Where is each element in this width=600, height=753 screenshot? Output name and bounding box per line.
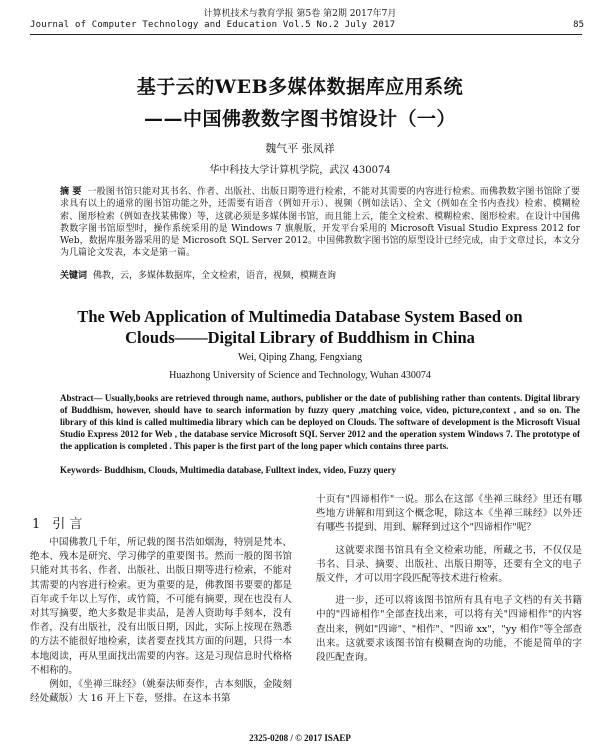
right-column	[316, 493, 582, 665]
title-cn-line2: ——中国佛教数字图书馆设计（一）	[143, 108, 456, 130]
abstract-cn-text: 一般图书馆只能对其书名、作者、出版社、出版日期等进行检索，不能对其需要的内容进行检索。而佛教数字图书馆除了要求具有以上的通常的图书馆功能之外，还需要有语音（例如开示）、视频（例如法话）、全文（例如在全书内查找）检索、模糊检索、图形检索（例如查找某佛像）等，这就必须是多媒体图书馆，而且能上云，能全文检索、模糊检索、图形检索。在设计中国佛教数字图书馆原型时，操作系统采用的是 Windows 7 旗舰版，开发平台采用的 Microsoft Visual Studio Express 2012 for Web，数据库服务器采用的是 Microsoft SQL Server 2012。中国佛教数字图书馆的原型设计已经完成，由于文章过长，本文分为几篇论文发表，本文是第一篇。	[60, 187, 580, 259]
abstract-en-text: Usually,books are retrieved through name, authors, publisher or the date of publishing rather than contents. Digital library of Buddhism, however, should have to search information by fuzzy query ,matching voice, video, picture,context , and so on. The library of this kind is called multimedia library which can be deployed on Clouds. The software of development is the Microsoft Visual Studio Express 2012 for Web , the database service Microsoft SQL Server 2012 and the operation system Windows 7. The prototype of the application is completed . This paper is the first part of the long paper which contains three parts.	[60, 393, 581, 451]
abstract-cn	[60, 186, 580, 260]
abstract-en-label: Abstract—	[60, 393, 103, 403]
keywords-cn	[60, 268, 580, 281]
title-en-line1: The Web Application of Multimedia Database System Based on	[77, 307, 523, 326]
left-column	[30, 536, 292, 706]
keywords-en	[60, 465, 580, 475]
footer-issn: 2325-0208 / © 2017 ISAEP	[249, 733, 351, 743]
keywords-cn-text: 佛教，云，多媒体数据库，全文检索，语音，视频，模糊查询	[93, 271, 337, 281]
affiliation-en: Huazhong University of Science and Technology, Wuhan 430074	[169, 370, 431, 381]
keywords-cn-label: 关键词	[60, 271, 88, 281]
left-paragraph-1: 中国佛教几千年，所记载的图书浩如烟海，特别是梵本、绝本、残本是研究、学习佛学的重要图书。然而一般的图书馆只能对其书名、作者、出版社、出版日期等进行检索，不能对其需要的内容进行检索。更为重要的是，佛教图书要要的都是百年或千年以上写作，或竹简，不可能有摘要，现在也没有人对其写摘要，绝大多数是非卖品，是善人资助每手刻本，没有作者，没有出版社，没有出版日期，因此，实际上按现在熟悉的方法不能很好地检索，读者要查找其方面的问题，只得一本本地阅读，再从里面找出需要的内容。这是习现信息时代格格不相称的。	[30, 537, 292, 676]
abstract-cn-label: 摘 要	[60, 187, 82, 197]
affiliation-cn: 华中科技大学计算机学院，武汉 430074	[209, 165, 391, 176]
authors-cn: 魏气平 张凤祥	[265, 142, 335, 155]
section-title: 引 言	[52, 517, 83, 532]
left-paragraph-2: 例如，《坐禅三昧经》（姚秦法师奏作，古本刻版，金陵刻经处藏版）大 16 开上下卷，竖排。在这本书第	[30, 679, 292, 705]
authors-en: Wei, Qiping Zhang, Fengxiang	[238, 352, 362, 363]
journal-header-cn: 计算机技术与教育学报 第5卷 第2期 2017年7月	[203, 9, 397, 19]
title-en-line2: Clouds——Digital Library of Buddhism in China	[125, 328, 475, 347]
section-number: 1	[32, 517, 41, 532]
page-number: 85	[573, 20, 584, 30]
right-paragraph-3: 进一步，还可以将该图书馆所有具有电子文档的有关书籍中的"四谛相作"全部查找出来，可以将有关"四谛相作"的内容查出来，例如"四谛"、"相作"、"四谛 xx"，"yy 相作"等全部查出来。这就要求该图书馆有模糊查询的功能，不能是简单的字段匹配查询。	[316, 595, 582, 664]
abstract-en	[60, 392, 580, 452]
section-heading	[32, 513, 94, 532]
keywords-en-label: Keywords-	[60, 465, 102, 475]
journal-header-en: Journal of Computer Technology and Education Vol.5 No.2 July 2017	[30, 20, 396, 30]
right-paragraph-2: 这就要求图书馆具有全文检索功能，所藏之书，不仅仅是书名、目录、摘要、出版社、出版日期等，还要有全文的电子版文件，才可以用字段匹配等技术进行检索。	[316, 544, 582, 585]
right-paragraph-1: 十页有"四谛相作"一说。那么在这部《坐禅三昧经》里还有哪些地方讲解和用到这个概念呢，除这本《坐禅三昧经》以外还有哪些书提到、用到、解释到过这个"四谛相作"呢？	[316, 494, 582, 534]
title-en	[30, 306, 570, 348]
keywords-en-text: Buddhism, Clouds, Multimedia database, Fulltext index, video, Fuzzy query	[104, 465, 397, 475]
header-divider	[30, 34, 582, 35]
title-cn-line1: 基于云的WEB多媒体数据库应用系统	[136, 76, 464, 98]
